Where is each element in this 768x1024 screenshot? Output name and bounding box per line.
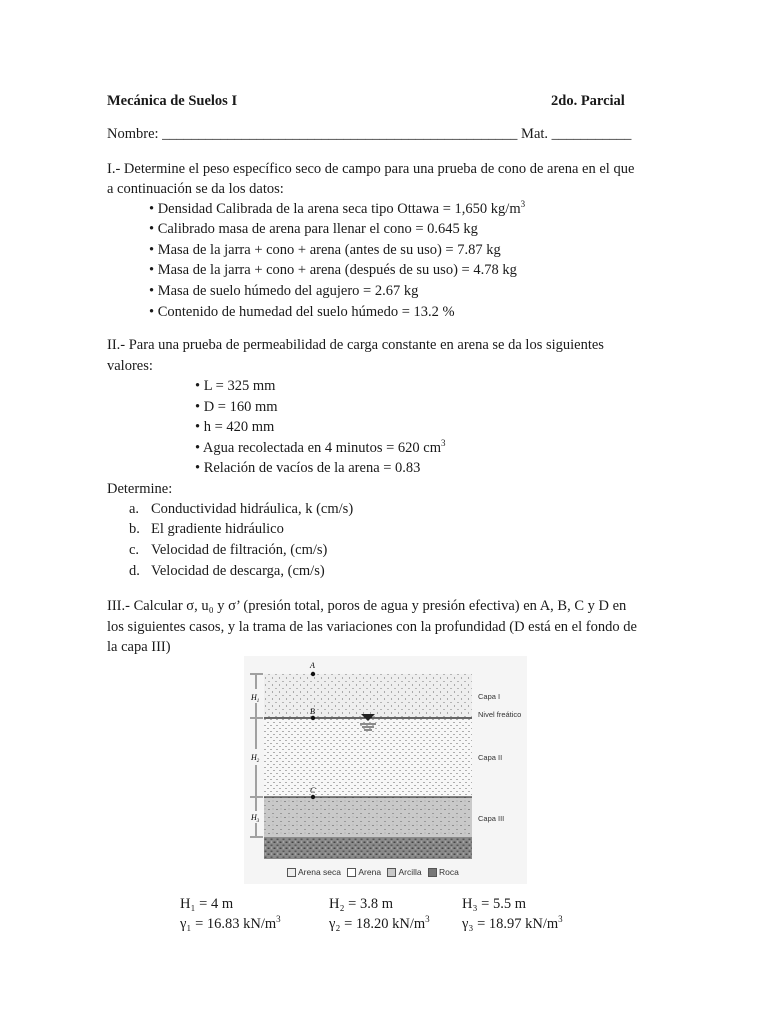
dry-sand-swatch-icon	[287, 868, 296, 877]
point-b-label: B	[310, 707, 315, 716]
q2-subitem: c.	[129, 542, 140, 558]
q1-item: • Densidad Calibrada de la arena seca tipo Ottawa = 1,650 $kg/m^3$	[149, 199, 525, 219]
name-label: Nombre:	[107, 126, 159, 142]
h2-label: $H_2$	[251, 753, 260, 764]
q1-item: • Masa de la jarra + cono + arena (después de su uso) = 4.78 kg	[149, 260, 517, 280]
q1-item: • Masa de la jarra + cono + arena (antes de su uso) = 7.87 kg	[149, 240, 501, 260]
clay-swatch-icon	[387, 868, 396, 877]
q2-item: • L = 325 mm	[195, 376, 275, 396]
student-line	[107, 124, 631, 144]
h2-value: H₂ = 3.8 m	[329, 896, 393, 912]
q2-prompt-line2: valores:	[107, 358, 153, 374]
mat-label: Mat.	[521, 126, 549, 142]
q2-subitem-text: Velocidad de descarga, (cm/s)	[151, 563, 325, 579]
soil-profile-figure	[243, 655, 528, 885]
name-blank: _________________________________________________	[162, 126, 518, 142]
q2-subitem-text: Conductividad hidráulica, k (cm/s)	[151, 501, 354, 517]
q2-subitem-text: Velocidad de filtración, (cm/s)	[151, 542, 328, 558]
q2-subitem: b.	[129, 521, 140, 537]
sand-swatch-icon	[347, 868, 356, 877]
layer-1-dry-sand	[264, 674, 472, 718]
point-b-marker	[311, 716, 315, 720]
q2-determine-label: Determine:	[107, 481, 173, 497]
q2-prompt-line1: II.- Para una prueba de permeabilidad de carga constante en arena se da los siguientes	[107, 337, 604, 353]
q1-prompt-line2: a continuación se da los datos:	[107, 181, 284, 197]
mat-blank: ___________	[551, 126, 632, 142]
h1-value: H₁ = 4 m	[180, 896, 234, 912]
q2-item: • h = 420 mm	[195, 417, 274, 437]
point-a-marker	[311, 672, 315, 676]
layer-3-clay	[264, 797, 472, 837]
h3-label: $H_3$	[251, 813, 260, 824]
exam-title: 2do. Parcial	[551, 93, 625, 109]
q2-subitem: a.	[129, 501, 140, 517]
q1-item: • Calibrado masa de arena para llenar el cono = 0.645 kg	[149, 219, 478, 239]
point-c-label: C	[310, 786, 316, 795]
rock-swatch-icon	[428, 868, 437, 877]
gamma3-value: γ₃ = 18.97 $kN/m^3$	[462, 914, 563, 932]
q3-prompt-line2: los siguientes casos, y la trama de las variaciones con la profundidad (D está en el fondo de	[107, 619, 637, 635]
figure-legend: Arena seca Arena Arcilla Roca	[283, 867, 459, 878]
layer-2-label: Capa II	[478, 753, 503, 762]
h3-value: H₃ = 5.5 m	[462, 896, 526, 912]
q1-item: • Masa de suelo húmedo del agujero = 2.67 kg	[149, 281, 418, 301]
q2-item: • Relación de vacíos de la arena = 0.83	[195, 458, 420, 478]
point-a-label: A	[310, 661, 315, 670]
layer-3-label: Capa III	[478, 814, 505, 823]
water-table-label: Nivel freático	[478, 710, 522, 719]
h1-label: $H_1$	[251, 693, 260, 704]
layer-1-label: Capa I	[478, 692, 501, 701]
q1-item: • Contenido de humedad del suelo húmedo = 13.2 %	[149, 302, 455, 322]
q2-subitem-text: El gradiente hidráulico	[151, 521, 284, 537]
course-title: Mecánica de Suelos I	[107, 93, 238, 109]
q3-prompt-line3: la capa III)	[107, 639, 171, 655]
rock-base	[264, 837, 472, 859]
q2-item: • Agua recolectada en 4 minutos = 620 $cm^3$	[195, 438, 446, 458]
point-c-marker	[311, 795, 315, 799]
gamma1-value: γ₁ = 16.83 $kN/m^3$	[180, 914, 281, 932]
q2-subitem: d.	[129, 563, 140, 579]
gamma2-value: γ₂ = 18.20 $kN/m^3$	[329, 914, 430, 932]
q1-prompt-line1: I.- Determine el peso específico seco de campo para una prueba de cono de arena en el que	[107, 161, 635, 177]
q3-prompt-line1: III.- Calcular σ, u₀ y σ’ (presión total, poros de agua y presión efectiva) en A, B, C y D en	[107, 598, 627, 614]
q2-item: • D = 160 mm	[195, 397, 278, 417]
